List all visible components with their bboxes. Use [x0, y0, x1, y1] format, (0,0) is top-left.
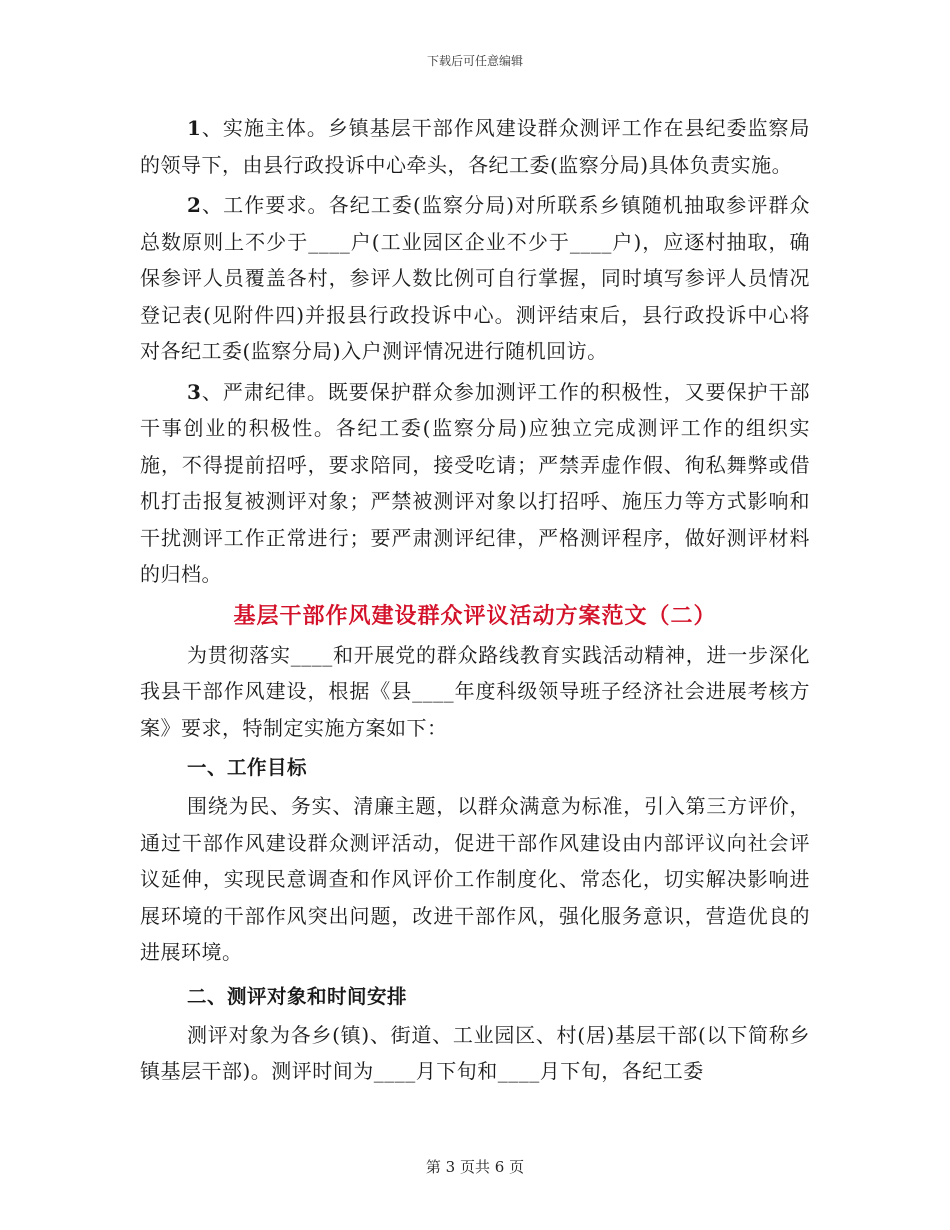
item-number: 3	[187, 379, 202, 404]
paragraph-implementation-subject	[140, 110, 810, 183]
section-heading-targets: 二、测评对象和时间安排	[187, 984, 408, 1008]
document-body	[140, 110, 810, 1090]
paragraph-text: 、实施主体。乡镇基层干部作风建设群众测评工作在县纪委监察局的领导下，由县行政投诉中心牵头，各纪工委(监察分局)具体负责实施。	[140, 116, 810, 177]
item-number: 2	[187, 193, 202, 217]
paragraph-text: 、严肃纪律。既要保护群众参加测评工作的积极性，又要保护干部干事创业的积极性。各纪工委(监察分局)应独立完成测评工作的组织实施，不得提前招呼，要求陪同，接受吃请；严禁弄虚作假、徇私舞弊或借机打击报复被测评对象；严禁被测评对象以打招呼、施压力等方式影响和干扰测评工作正常进行；要严肃测评纪律，严格测评程序，做好测评材料的归档。	[140, 379, 810, 586]
intro-paragraph: 为贯彻落实____和开展党的群众路线教育实践活动精神，进一步深化我县干部作风建设，根据《县____年度科级领导班子经济社会进展考核方案》要求，特制定实施方案如下：	[140, 642, 810, 740]
section-heading-goals: 一、工作目标	[187, 756, 308, 779]
paragraph-discipline	[140, 374, 810, 593]
page-footer: 第 3 页共 6 页	[425, 1158, 525, 1176]
section-goals-text: 围绕为民、务实、清廉主题，以群众满意为标准，引入第三方评价，通过干部作风建设群众测评活动，促进干部作风建设由内部评议向社会评议延伸，实现民意调查和作风评价工作制度化、常态化，切实解决影响进展环境的干部作风突出问题，改进干部作风，强化服务意识，营造优良的进展环境。	[140, 794, 810, 964]
paragraph-text: 、工作要求。各纪工委(监察分局)对所联系乡镇随机抽取参评群众总数原则上不少于____户(工业园区企业不少于____户)，应逐村抽取，确保参评人员覆盖各村，参评人数比例可自行掌握，同时填写参评人员情况登记表(见附件四)并报县行政投诉中心。测评结束后，县行政投诉中心将对各纪工委(监察分局)入户测评情况进行随机回访。	[140, 193, 810, 363]
item-number: 1	[187, 116, 202, 140]
page-header: 下载后可任意编辑	[426, 54, 523, 68]
document-title: 基层干部作风建设群众评议活动方案范文（二）	[233, 603, 717, 629]
section-targets-text: 测评对象为各乡(镇)、街道、工业园区、村(居)基层干部(以下简称乡镇基层干部)。测评时间为____月下旬和____月下旬，各纪工委	[140, 1022, 810, 1083]
paragraph-work-requirements	[140, 187, 810, 370]
